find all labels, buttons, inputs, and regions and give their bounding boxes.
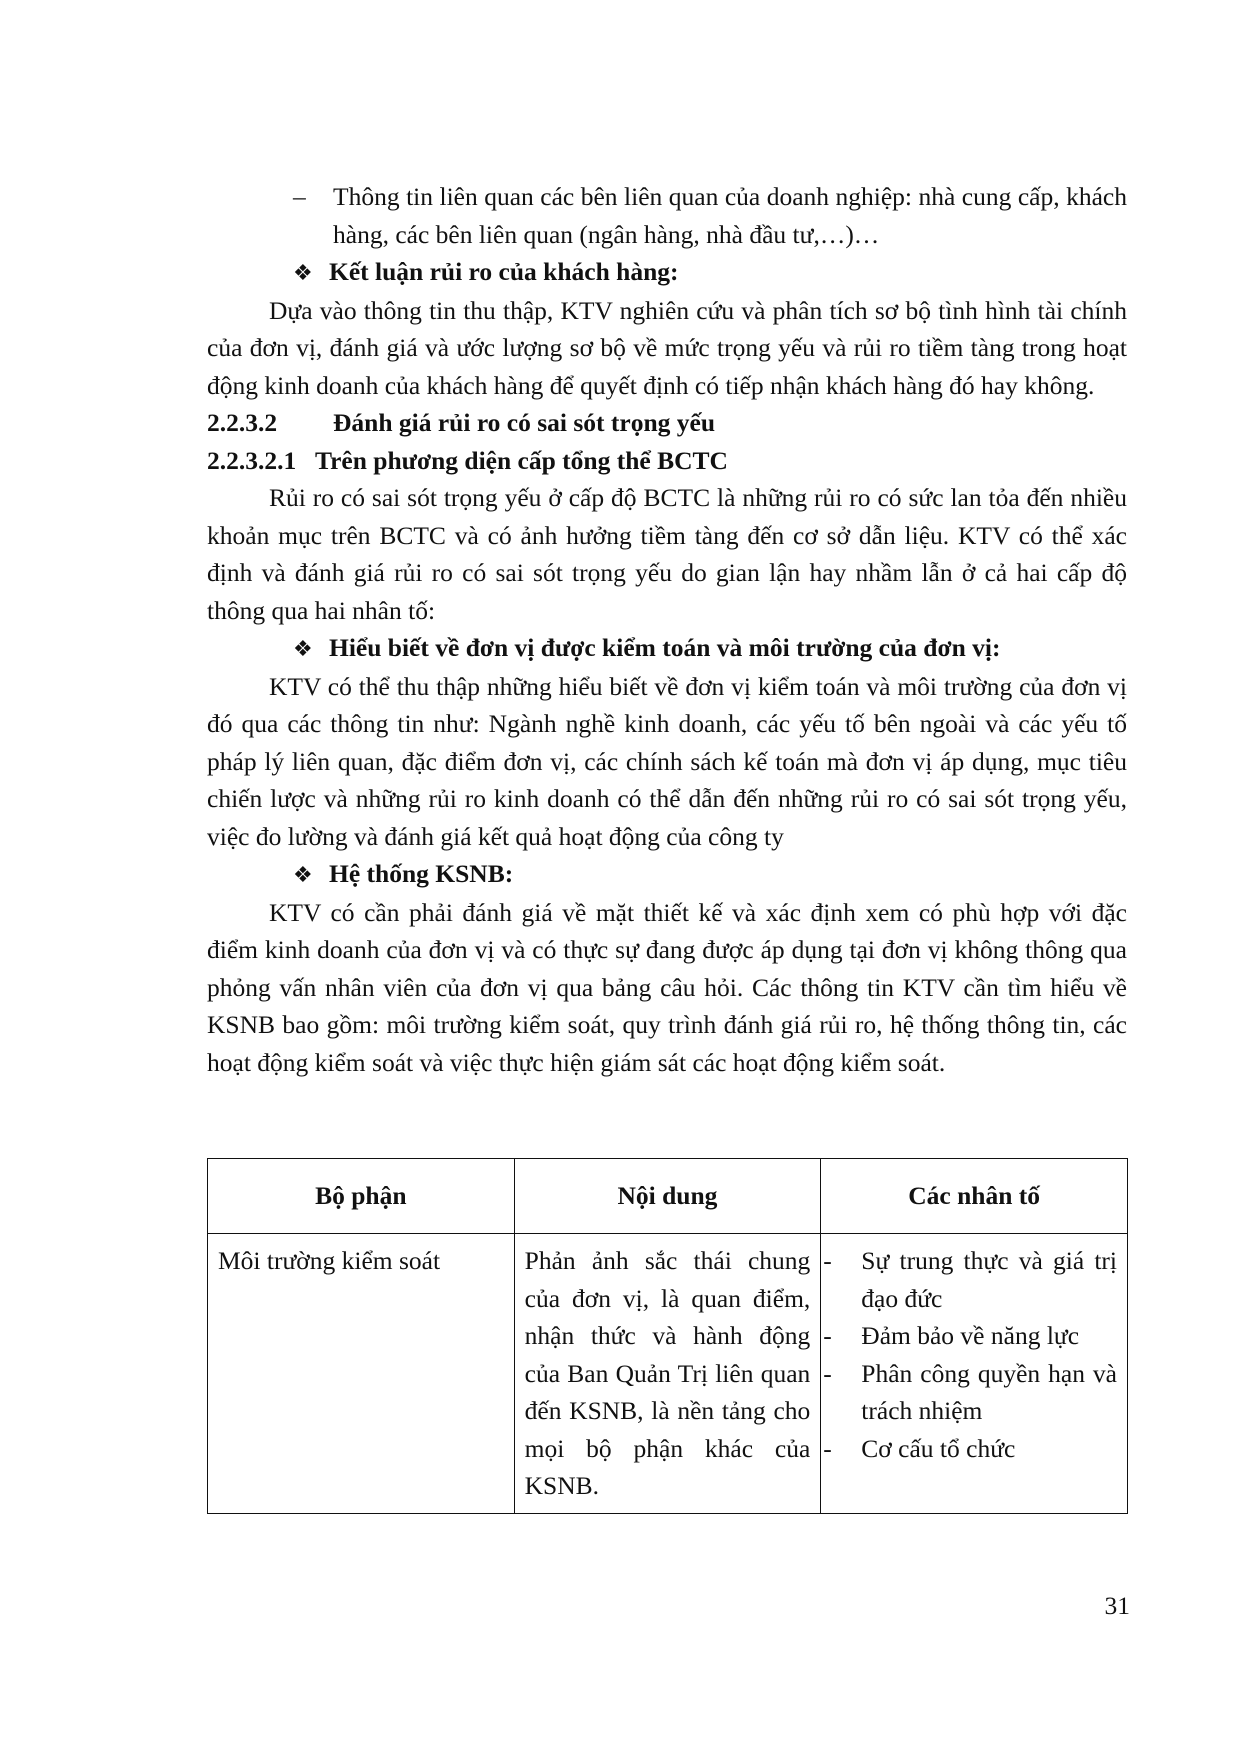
factor-item [821, 1355, 1117, 1430]
diamond-bullet-icon: ❖ [293, 636, 313, 661]
cell-component: Môi trường kiểm soát [208, 1234, 515, 1514]
dash-bullet-icon: - [823, 1246, 832, 1275]
understanding-heading [207, 629, 1127, 668]
diamond-bullet-icon: ❖ [293, 862, 313, 887]
stakeholder-info-text: Thông tin liên quan các bên liên quan của doanh nghiệp: nhà cung cấp, khách hàng, các bên liên quan (ngân hàng, nhà đầu tư,…)… [333, 182, 1127, 249]
ksnb-paragraph: KTV có cần phải đánh giá về mặt thiết kế và xác định xem có phù hợp với đặc điểm kinh doanh của đơn vị và có thực sự đang được áp dụng tại đơn vị không thông qua phỏng vấn nhân viên của đơn vị qua bảng câu hỏi. Các thông tin KTV cần tìm hiểu về KSNB bao gồm: môi trường kiểm soát, quy trình đánh giá rủi ro, hệ thống thông tin, các hoạt động kiểm soát và việc thực hiện giám sát các hoạt động kiểm soát. [207, 897, 1127, 1077]
factor-text: Phân công quyền hạn và trách nhiệm [861, 1358, 1117, 1425]
diamond-bullet-icon: ❖ [293, 260, 313, 285]
understanding-heading-text: Hiểu biết về đơn vị được kiểm toán và môi trường của đơn vị: [329, 633, 1001, 662]
section-title: Trên phương diện cấp tổng thể BCTC [315, 445, 728, 475]
section-heading-22321 [207, 442, 1127, 480]
factor-item [821, 1242, 1117, 1317]
section-heading-2232 [207, 404, 1127, 442]
overall-paragraph: Rủi ro có sai sót trọng yếu ở cấp độ BCTC là những rủi ro có sức lan tỏa đến nhiều khoản mục trên BCTC và có ảnh hưởng tiềm tàng đến cơ sở dẫn liệu. KTV có thể xác định và đánh giá rủi ro có sai sót trọng yếu do gian lận hay nhầm lẫn ở cả hai cấp độ thông qua hai nhân tố: [207, 483, 1127, 625]
cell-factors [821, 1234, 1128, 1514]
dash-bullet-icon: - [823, 1433, 832, 1463]
factor-text: Đảm bảo về năng lực [861, 1321, 1080, 1350]
understanding-paragraph: KTV có thể thu thập những hiểu biết về đơn vị kiểm toán và môi trường của đơn vị đó qua các thông tin như: Ngành nghề kinh doanh, các yếu tố bên ngoài và các yếu tố pháp lý liên quan, đặc điểm đơn vị, các chính sách kế toán mà đơn vị áp dụng, mục tiêu chiến lược và những rủi ro kinh doanh có thể dẫn đến những rủi ro có sai sót trọng yếu, việc đo lường và đánh giá kết quả hoạt động của công ty [207, 671, 1127, 851]
ksnb-heading-text: Hệ thống KSNB: [329, 859, 514, 888]
ksnb-heading [207, 855, 1127, 894]
factor-text: Cơ cấu tổ chức [861, 1433, 1016, 1463]
conclusion-paragraph: Dựa vào thông tin thu thập, KTV nghiên cứu và phân tích sơ bộ tình hình tài chính của đơn vị, đánh giá và ước lượng sơ bộ về mức trọng yếu và rủi ro tiềm tàng trong hoạt động kinh doanh của khách hàng để quyết định có tiếp nhận khách hàng đó hay không. [207, 295, 1127, 400]
table-header-row [208, 1159, 1128, 1234]
factor-text: Sự trung thực và giá trị đạo đức [861, 1246, 1117, 1313]
header-component: Bộ phận [208, 1159, 515, 1234]
body-text-block [207, 178, 1127, 1081]
conclusion-heading-text: Kết luận rủi ro của khách hàng: [329, 257, 679, 286]
dash-bullet-icon: – [293, 182, 306, 211]
dash-bullet-icon: - [823, 1321, 832, 1350]
dash-bullet-icon: - [823, 1358, 832, 1388]
stakeholder-info-item [207, 178, 1127, 253]
section-number: 2.2.3.2.1 [207, 445, 297, 475]
factor-item [821, 1317, 1117, 1355]
conclusion-heading [207, 253, 1127, 292]
page-number: 31 [1104, 1591, 1130, 1620]
header-content: Nội dung [514, 1159, 821, 1234]
table-row [208, 1234, 1128, 1514]
section-title: Đánh giá rủi ro có sai sót trọng yếu [333, 408, 716, 437]
section-number: 2.2.3.2 [207, 408, 278, 437]
ksnb-components-table [207, 1158, 1128, 1514]
cell-content: Phản ảnh sắc thái chung của đơn vị, là quan điểm, nhận thức và hành động của Ban Quản Trị liên quan đến KSNB, là nền tảng cho mọi bộ phận khác của KSNB. [514, 1234, 821, 1514]
factor-item [821, 1430, 1117, 1468]
header-factors: Các nhân tố [821, 1159, 1128, 1234]
